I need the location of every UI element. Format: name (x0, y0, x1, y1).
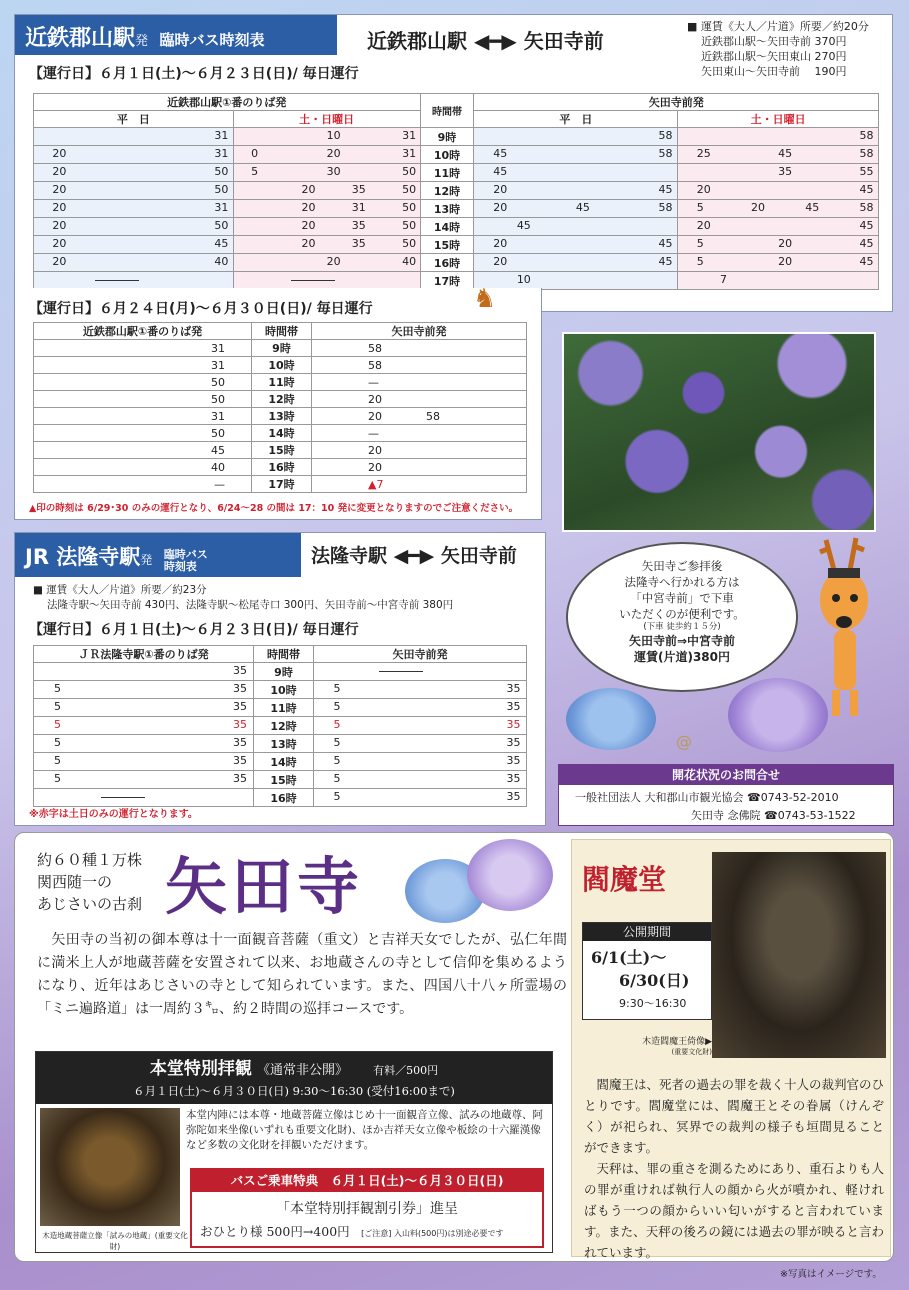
minute-cell (34, 735, 254, 753)
table-row (34, 789, 527, 807)
yatadera-section (14, 832, 894, 1262)
minute-value: 35 (778, 165, 793, 178)
minute-value: 58 (859, 147, 874, 160)
minute-cell: 20 (312, 442, 527, 459)
minute-value: 45 (859, 219, 874, 232)
minute-value: 5 (333, 772, 341, 785)
minute-value: 20 (326, 255, 341, 268)
minute-value: 5 (54, 682, 62, 695)
minute-value: 20 (493, 183, 508, 196)
minute-value: 35 (232, 736, 247, 749)
hour-cell: 12時 (420, 182, 474, 200)
minute-value: 20 (696, 183, 711, 196)
table-row (34, 699, 527, 717)
table-row (34, 753, 527, 771)
fare-box: ■ 運賃《大人／片道》所要／約20分 近鉄郡山駅～矢田寺前 370円 近鉄郡山駅～矢田東山 270円 矢田東山～矢田寺前 190円 (687, 20, 869, 78)
contact-line-2: 矢田寺 念佛院 ☎0743-53-1522 (691, 809, 856, 822)
hour-cell: 14時 (420, 218, 474, 236)
minute-cell: — (312, 425, 527, 442)
minute-value: 20 (301, 237, 316, 250)
minute-value: 20 (52, 165, 67, 178)
minute-value: 5 (333, 736, 341, 749)
minute-cell: 31 (34, 357, 252, 374)
hour-cell: 10時 (254, 681, 314, 699)
contact-line-1: 一般社団法人 大和郡山市観光協会 ☎0743-52-2010 (575, 791, 839, 804)
hondo-date: ６月１日(土)～６月３０日(日) 9:30～16:30 (受付16:00まで) (133, 1084, 455, 1098)
minute-value: 25 (696, 147, 711, 160)
hour-cell: 13時 (252, 408, 312, 425)
minute-value: 45 (658, 237, 673, 250)
table-row (34, 476, 527, 493)
enma-photo (712, 852, 886, 1058)
minute-value: 20 (52, 183, 67, 196)
minute-value: 5 (333, 682, 341, 695)
hour-cell: 13時 (254, 735, 314, 753)
table-row (34, 374, 527, 391)
minute-value (95, 273, 139, 286)
minute-value: 5 (333, 790, 341, 803)
minute-value: 5 (54, 718, 62, 731)
minute-cell (34, 146, 234, 164)
deer-mascot-icon (806, 530, 892, 720)
minute-cell (233, 164, 420, 182)
minute-value: 50 (214, 165, 229, 178)
minute-value: 7 (719, 273, 727, 286)
minute-value: 35 (506, 790, 521, 803)
minute-cell (34, 164, 234, 182)
hondo-title: 本堂特別拝観 (149, 1059, 252, 1079)
table-row (34, 200, 879, 218)
minute-value: 31 (214, 129, 229, 142)
minute-cell (474, 128, 678, 146)
minute-value: 20 (52, 237, 67, 250)
minute-value: 58 (859, 201, 874, 214)
minute-value: 35 (506, 754, 521, 767)
table-row (34, 459, 527, 476)
minute-value: 20 (778, 237, 793, 250)
jr-timetable-panel (14, 532, 546, 826)
bonus-title: バスご乗車特典 ６月１日(土)～６月３０日(日) (192, 1170, 542, 1192)
jr-note: ※赤字は土日のみの運行となります。 (29, 809, 198, 820)
hondo-box (35, 1051, 553, 1253)
hour-cell: 16時 (252, 459, 312, 476)
minute-cell: 58 (312, 357, 527, 374)
bonus-ticket: 「本堂特別拝観割引券」進呈 (276, 1201, 458, 1217)
minute-value: 20 (52, 219, 67, 232)
table-row (34, 146, 879, 164)
minute-cell (233, 146, 420, 164)
minute-value: 31 (402, 147, 417, 160)
minute-cell (233, 254, 420, 272)
minute-cell (34, 128, 234, 146)
minute-value: 35 (232, 682, 247, 695)
minute-cell (678, 146, 879, 164)
photo-caption: 木造地蔵菩薩立像「試みの地蔵」(重要文化財) (42, 1231, 188, 1251)
minute-value: 58 (658, 147, 673, 160)
hour-cell: 17時 (252, 476, 312, 493)
minute-value: 45 (658, 183, 673, 196)
minute-cell (314, 735, 527, 753)
main-timetable: 近鉄郡山駅①番のりば発 時間帯 矢田寺前発 平 日 土・日曜日 平 日 土・日曜日 31 10 31 9時 58 58 20 31 0 20 31 10時 45 58 25 45 58 20 50 5 30 50 11時 45 35 55 20 50 20 35 50 12時 20 45 20 45 20 31 20 31 50 13時 20 45 58 5 20 45 58 20 50 20 35 50 14時 45 20 45 20 45 20 35 50 15時 20 45 5 20 45 20 40 20 40 16時 20 45 5 20 45 17時 10 7 (33, 93, 879, 290)
minute-value: 58 (859, 129, 874, 142)
minute-value: 31 (214, 201, 229, 214)
hydrangea-illustration-2 (728, 678, 828, 752)
station-name: 近鉄郡山駅 (25, 26, 136, 51)
minute-value: 20 (750, 201, 765, 214)
minute-value: 5 (696, 255, 704, 268)
minute-value: 5 (696, 237, 704, 250)
minute-cell (474, 182, 678, 200)
hydrangea-illustration (566, 688, 656, 750)
minute-value: 31 (402, 129, 417, 142)
minute-value: 20 (493, 237, 508, 250)
minute-value: 5 (333, 700, 341, 713)
table-row (34, 771, 527, 789)
minute-value: 35 (506, 718, 521, 731)
hour-cell: 15時 (254, 771, 314, 789)
minute-value: 50 (214, 219, 229, 232)
hour-cell: 10時 (252, 357, 312, 374)
bonus-note: [ご注意] 入山料(500円)は別途必要です (361, 1229, 504, 1238)
hour-cell: 15時 (420, 236, 474, 254)
minute-value: 40 (214, 255, 229, 268)
minute-value: 35 (351, 219, 366, 232)
table-row (34, 442, 527, 459)
minute-cell (34, 681, 254, 699)
minute-value: 35 (232, 754, 247, 767)
minute-cell (314, 663, 527, 681)
minute-cell (474, 164, 678, 182)
hour-cell: 9時 (420, 128, 474, 146)
minute-value: 58 (658, 201, 673, 214)
timetable-subtitle: 臨時バス時刻表 (159, 31, 265, 49)
minute-value: 5 (54, 772, 62, 785)
minute-cell (314, 681, 527, 699)
minute-value: 50 (402, 183, 417, 196)
minute-cell (34, 272, 234, 290)
hour-cell: 16時 (420, 254, 474, 272)
jr-route-title: 法隆寺駅 ◀━▶ 矢田寺前 (311, 545, 517, 567)
minute-cell (314, 699, 527, 717)
table-row (34, 218, 879, 236)
public-period-box: 公開期間 6/1(土)～ 6/30(日) 9:30～16:30 (582, 922, 712, 1020)
minute-value: 31 (351, 201, 366, 214)
minute-value: 45 (516, 219, 531, 232)
bonus-price: おひとり様 500円→400円 (200, 1224, 350, 1239)
minute-value: 35 (506, 736, 521, 749)
jr-station-tag: JR 法隆寺駅発 臨時バス時刻表 (15, 533, 301, 577)
minute-cell (233, 218, 420, 236)
minute-cell (678, 272, 879, 290)
minute-cell (474, 272, 678, 290)
minute-value: 20 (52, 147, 67, 160)
minute-value: 50 (402, 165, 417, 178)
table-row (34, 340, 527, 357)
table-row (34, 681, 527, 699)
minute-value: 45 (859, 255, 874, 268)
jr-station-name: JR 法隆寺駅 (25, 545, 141, 569)
contact-title: 開花状況のお問合せ (559, 765, 893, 785)
minute-cell (34, 753, 254, 771)
enma-description: 閻魔王は、死者の過去の罪を裁く十人の裁判官のひとりです。閻魔堂には、閻魔王とその眷属（けんぞく）が祀られ、冥界での裁判の様子も垣間見ることができます。 天秤は、罪の重さを測るためにあり、重石よりも人の罪が重ければ執行人の顔から火が噴かれ、軽ければもう一つの顔からいい匂いがすると言われています。また、天秤の後ろの鏡には過去の罪が映ると言われています。 (584, 1077, 885, 1260)
minute-value: 35 (232, 772, 247, 785)
snail-icon: @ (676, 732, 692, 751)
table-row (34, 128, 879, 146)
hour-cell: 12時 (252, 391, 312, 408)
enma-caption: 木造閻魔王倚像▶ (重要文化財) (642, 1037, 712, 1056)
enmado-title: 閻魔堂 (582, 863, 667, 896)
hour-cell: 14時 (254, 753, 314, 771)
minute-value: 10 (326, 129, 341, 142)
minute-value: 20 (301, 183, 316, 196)
top-timetable-panel (14, 14, 893, 312)
minute-cell (34, 254, 234, 272)
minute-cell (474, 254, 678, 272)
hour-cell: 10時 (420, 146, 474, 164)
minute-value: 45 (493, 147, 508, 160)
route-title: 近鉄郡山駅 ◀━▶ 矢田寺前 (367, 29, 604, 53)
minute-cell (314, 753, 527, 771)
minute-value: 5 (333, 718, 341, 731)
minute-value: 20 (493, 201, 508, 214)
minute-cell (678, 182, 879, 200)
table-row (34, 408, 527, 425)
jr-period: 【運行日】６月１日(土)～６月２３日(日)/ 毎日運行 (29, 622, 359, 638)
minute-cell: 40 (34, 459, 252, 476)
minute-cell (34, 717, 254, 735)
minute-cell (474, 236, 678, 254)
minute-value: 45 (658, 255, 673, 268)
late-june-panel (14, 284, 542, 520)
minute-cell: — (312, 374, 527, 391)
minute-cell (474, 200, 678, 218)
minute-cell (474, 218, 678, 236)
hondo-header: 本堂特別拝観 《通常非公開》 有料／500円 ６月１日(土)～６月３０日(日) 9:30～16:30 (受付16:00まで) (36, 1052, 552, 1104)
minute-cell: 50 (34, 425, 252, 442)
minute-value: 35 (506, 772, 521, 785)
minute-value: 35 (232, 700, 247, 713)
minute-value: 58 (658, 129, 673, 142)
minute-cell (678, 128, 879, 146)
temple-description: 矢田寺の当初の御本尊は十一面観音菩薩（重文）と吉祥天女でしたが、弘仁年間に満米上人が地蔵菩薩を安置されて以来、お地蔵さんの寺として信仰を集めるようになり、近年はあじさいの寺として知られています。また、四国八十八ヶ所霊場の「ミニ遍路道」は一周約３㌔、約２時間の巡拝コースです。 (37, 932, 567, 1017)
second-timetable: 近鉄郡山駅①番のりば発 時間帯 矢田寺前発 31 9時 58 31 10時 58 50 11時 — 50 12時 20 31 13時 20 58 50 14時 — 45 15時 20 40 16時 20 — 17時 ▲7 (33, 322, 527, 493)
minute-value: 45 (575, 201, 590, 214)
temple-title: 矢田寺 (165, 850, 364, 923)
minute-value (101, 790, 145, 803)
hour-cell: 11時 (420, 164, 474, 182)
minute-value: 45 (778, 147, 793, 160)
minute-cell (233, 272, 420, 290)
table-row (34, 164, 879, 182)
table-row (34, 391, 527, 408)
minute-cell (34, 663, 254, 681)
minute-value: 45 (493, 165, 508, 178)
minute-value: 0 (251, 147, 259, 160)
minute-cell (314, 789, 527, 807)
minute-value: 35 (506, 700, 521, 713)
station-tag: 近鉄郡山駅発 臨時バス時刻表 (15, 15, 337, 55)
minute-value: 50 (402, 237, 417, 250)
period-label-2: 【運行日】６月２４日(月)～６月３０日(日)/ 毎日運行 (29, 301, 373, 317)
minute-value: 5 (54, 700, 62, 713)
minute-cell: — (34, 476, 252, 493)
minute-value: 5 (54, 736, 62, 749)
hour-cell: 9時 (252, 340, 312, 357)
table-row (34, 663, 527, 681)
minute-cell (474, 146, 678, 164)
minute-cell (34, 789, 254, 807)
jr-fare: ■ 運賃《大人／片道》所要／約23分 法隆寺駅～矢田寺前 430円、法隆寺駅～松尾寺口 300円、矢田寺前～中宮寺前 380円 (33, 584, 454, 611)
deer-icon: ♞ (473, 284, 497, 314)
minute-value: 5 (333, 754, 341, 767)
minute-cell (678, 254, 879, 272)
contact-box (558, 764, 894, 826)
footer-note: ※写真はイメージです。 (780, 1269, 882, 1280)
minute-value: 20 (696, 219, 711, 232)
minute-cell (34, 200, 234, 218)
minute-value: 20 (301, 219, 316, 232)
minute-cell (678, 200, 879, 218)
minute-value: 45 (859, 237, 874, 250)
table-row (34, 357, 527, 374)
table-row (34, 254, 879, 272)
minute-cell: 20 (312, 391, 527, 408)
minute-cell (314, 717, 527, 735)
intro-text: 約６０種１万株 関西随一の あじさいの古刹 (37, 851, 143, 913)
minute-cell: 50 (34, 374, 252, 391)
minute-value: 55 (859, 165, 874, 178)
minute-value: 35 (506, 682, 521, 695)
minute-value: 5 (251, 165, 259, 178)
minute-value: 35 (232, 664, 247, 677)
minute-cell (233, 128, 420, 146)
minute-value: 35 (351, 237, 366, 250)
minute-value: 10 (516, 273, 531, 286)
minute-value: 31 (214, 147, 229, 160)
minute-value: 35 (351, 183, 366, 196)
minute-cell: 58 (312, 340, 527, 357)
hour-cell: 11時 (254, 699, 314, 717)
minute-value: 40 (402, 255, 417, 268)
minute-value (379, 664, 423, 677)
minute-cell: 20 (312, 459, 527, 476)
enmado-box (571, 839, 891, 1260)
minute-cell (678, 218, 879, 236)
minute-cell (34, 236, 234, 254)
minute-value: 50 (402, 201, 417, 214)
minute-cell (34, 218, 234, 236)
minute-cell (314, 771, 527, 789)
minute-value (291, 273, 335, 286)
minute-value: 20 (52, 255, 67, 268)
table-row (34, 182, 879, 200)
minute-value: 45 (214, 237, 229, 250)
info-bubble: 矢田寺ご参拝後 法隆寺へ行かれる方は 「中宮寺前」で下車 いただくのが便利です。 (下車 徒歩約１５分) 矢田寺前⇒中宮寺前 運賃(片道)380円 (566, 542, 798, 692)
minute-cell: 31 (34, 408, 252, 425)
minute-value: 45 (859, 183, 874, 196)
minute-cell (678, 164, 879, 182)
minute-value: 20 (778, 255, 793, 268)
minute-cell (233, 236, 420, 254)
table-row (34, 735, 527, 753)
hydrangea-art (405, 839, 555, 931)
table-row (34, 236, 879, 254)
minute-cell: 50 (34, 391, 252, 408)
hydrangea-photo (562, 332, 876, 532)
minute-cell (34, 699, 254, 717)
note-triangle: ▲印の時刻は 6/29･30 のみの運行となり、6/24～28 の間は 17：10 発に変更となりますのでご注意ください。 (29, 503, 519, 514)
hour-cell: 11時 (252, 374, 312, 391)
hour-cell: 14時 (252, 425, 312, 442)
minute-value: 5 (54, 754, 62, 767)
minute-cell (34, 182, 234, 200)
minute-value: 20 (493, 255, 508, 268)
minute-value: 45 (805, 201, 820, 214)
hour-cell: 9時 (254, 663, 314, 681)
minute-value: 5 (696, 201, 704, 214)
minute-cell: 31 (34, 340, 252, 357)
minute-cell: 45 (34, 442, 252, 459)
minute-cell (233, 200, 420, 218)
minute-value: 35 (232, 718, 247, 731)
minute-value: 30 (326, 165, 341, 178)
minute-cell (678, 236, 879, 254)
minute-cell: 20 58 (312, 408, 527, 425)
jr-timetable: ＪＲ法隆寺駅①番のりば発 時間帯 矢田寺前発 35 9時 5 35 10時 5 35 5 35 11時 5 35 5 35 12時 5 35 5 35 13時 5 35 5 35 14時 5 35 5 35 15時 5 35 16時 5 35 (33, 645, 527, 807)
table-row (34, 272, 879, 290)
hour-cell: 16時 (254, 789, 314, 807)
hondo-description: 本堂内陣には本尊・地蔵菩薩立像はじめ十一面観音立像、試みの地蔵尊、阿弥陀如来坐像(いずれも重要文化財)、ほか吉祥天女立像や板絵の十六羅漢像など多数の文化財を拝観いただけます。 (186, 1109, 543, 1151)
hour-cell: 15時 (252, 442, 312, 459)
minute-value: 20 (326, 147, 341, 160)
bonus-box (190, 1168, 544, 1248)
hour-cell: 13時 (420, 200, 474, 218)
hour-cell: 12時 (254, 717, 314, 735)
minute-value: 50 (402, 219, 417, 232)
minute-cell: ▲7 (312, 476, 527, 493)
hour-cell: 17時 (420, 272, 474, 290)
table-row (34, 717, 527, 735)
minute-cell (233, 182, 420, 200)
minute-value: 20 (52, 201, 67, 214)
minute-value: 20 (301, 201, 316, 214)
period-label: 【運行日】６月１日(土)～６月２３日(日)/ 毎日運行 (29, 66, 359, 82)
jizo-photo (40, 1108, 180, 1226)
table-row (34, 425, 527, 442)
minute-value: 50 (214, 183, 229, 196)
minute-cell (34, 771, 254, 789)
